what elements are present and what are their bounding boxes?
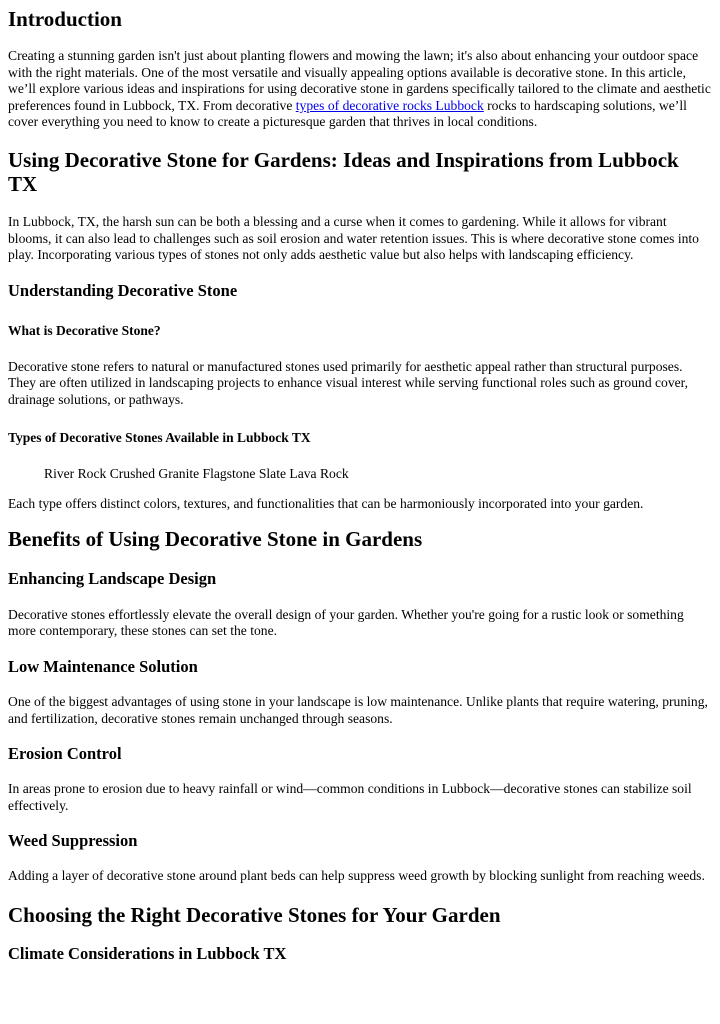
climate-heading: Climate Considerations in Lubbock TX <box>8 943 287 963</box>
what-is-stone-heading: What is Decorative Stone? <box>8 322 161 338</box>
definition-paragraph: Decorative stone refers to natural or manufactured stones used primarily for aesthetic appeal rather than structural purposes. They are often utilized in landscaping projects to enhance visual interest while serving functional roles such as ground cover, drainage solutions, or pathways. <box>8 358 689 407</box>
main-heading: Using Decorative Stone for Gardens: Ideas and Inspirations from Lubbock TX <box>8 147 679 196</box>
lubbock-paragraph: In Lubbock, TX, the harsh sun can be both a blessing and a curse when it comes to gardening. While it allows for vibrant blooms, it can also lead to challenges such as soil erosion and water retention issues. This is where decorative stone comes into play. Incorporating various types of stones not only adds aesthetic value but also helps with landscaping efficiency. <box>8 213 699 263</box>
enhancing-paragraph: Decorative stones effortlessly elevate the overall design of your garden. Whether you're going for a rustic look or something more contemporary, these stones can set the tone. <box>8 606 684 639</box>
benefits-heading: Benefits of Using Decorative Stone in Gardens <box>8 526 423 551</box>
intro-paragraph <box>8 48 712 131</box>
stone-types-list: River Rock Crushed Granite Flagstone Slate Lava Rock <box>44 465 349 481</box>
erosion-heading: Erosion Control <box>8 744 122 764</box>
article <box>0 7 720 964</box>
low-maintenance-heading: Low Maintenance Solution <box>8 656 198 676</box>
erosion-paragraph: In areas prone to erosion due to heavy rainfall or wind—common conditions in Lubbock—decorative stones can stabilize soil effectively. <box>8 781 692 813</box>
intro-text-start: Creating a stunning garden isn't just about planting flowers and mowing the lawn; it's also about enhancing your outdoor space with the right materials. One of the most versatile and visually appealing options available is decorative stone. In this article, we’ll explore various ideas and inspirations for using decorative stone in gardens specifically tailored to the climate and aesthetic preferences found in Lubbock, TX. From decorative <box>8 48 711 113</box>
weed-heading: Weed Suppression <box>8 831 138 851</box>
choosing-heading: Choosing the Right Decorative Stones for Your Garden <box>8 902 501 927</box>
enhancing-heading: Enhancing Landscape Design <box>8 568 217 588</box>
types-heading: Types of Decorative Stones Available in Lubbock TX <box>8 429 311 445</box>
weed-paragraph: Adding a layer of decorative stone around plant beds can help suppress weed growth by blocking sunlight from reaching weeds. <box>8 868 705 884</box>
low-maintenance-paragraph: One of the biggest advantages of using stone in your landscape is low maintenance. Unlike plants that require watering, pruning, and fertilization, decorative stones remain unchanged through seasons. <box>8 693 708 726</box>
intro-text-end: rocks to hardscaping solutions, we’ll cover everything you need to know to create a picturesque garden that thrives in local conditions. <box>8 97 687 130</box>
understanding-heading: Understanding Decorative Stone <box>8 280 238 300</box>
decorative-rocks-link[interactable]: types of decorative rocks Lubbock <box>295 97 484 113</box>
types-paragraph: Each type offers distinct colors, textures, and functionalities that can be harmoniously incorporated into your garden. <box>8 496 644 512</box>
intro-heading: Introduction <box>8 7 122 31</box>
